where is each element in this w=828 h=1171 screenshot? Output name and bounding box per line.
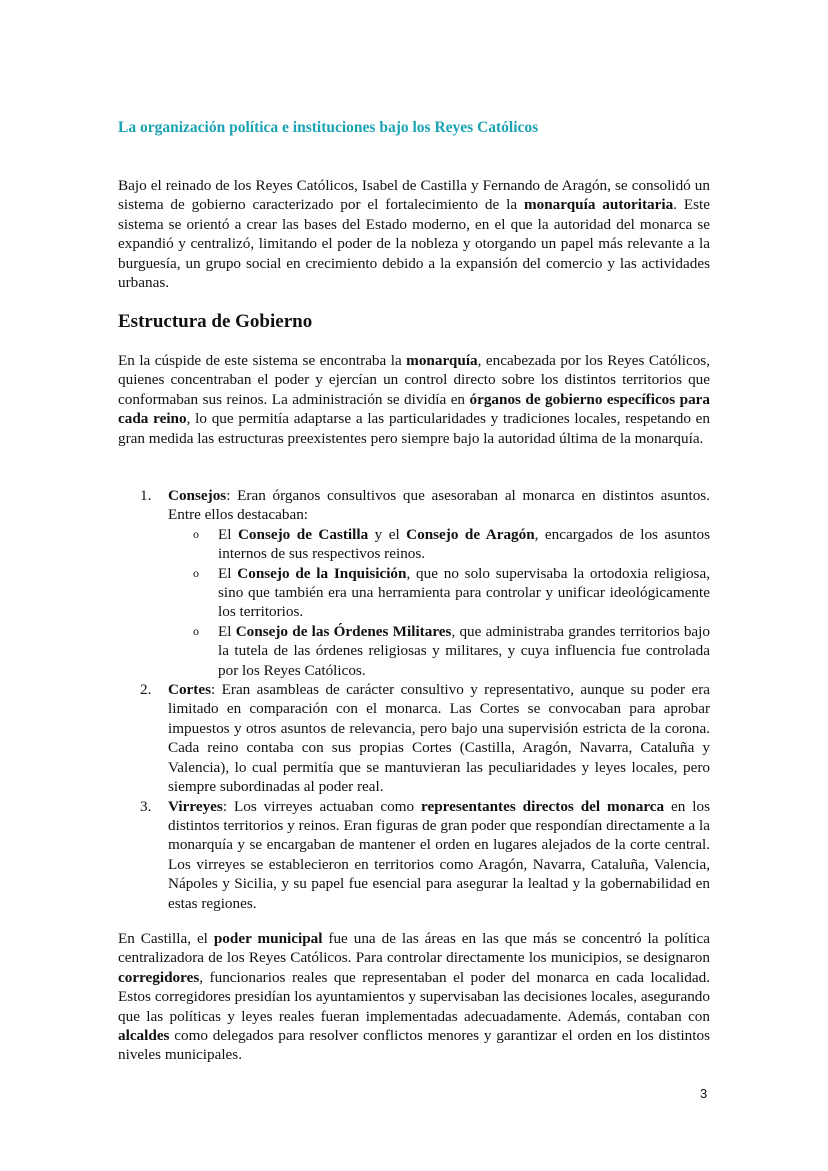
municipal-paragraph	[118, 929, 710, 1065]
sub-bold: Consejo de las Órdenes Militares	[235, 622, 452, 640]
list-item-cortes	[118, 680, 710, 796]
sub-text: El	[218, 564, 238, 582]
section-heading: Estructura de Gobierno	[118, 311, 313, 332]
municipal-bold-2: corregidores	[118, 968, 200, 986]
municipal-text-1: En Castilla, el	[118, 930, 214, 947]
sub-bold: Consejo de Aragón	[406, 525, 535, 543]
list-item-consejos	[118, 486, 710, 680]
estructura-bold-1: monarquía	[406, 352, 478, 369]
sub-text: , que no solo supervisaba la ortodoxia religiosa, sino que también era una herramienta para controlar y unificar ideológicamente los territorios.	[218, 564, 710, 621]
list-item-bold: Cortes	[168, 681, 212, 699]
sublist-item	[168, 564, 710, 622]
sub-text: El	[218, 525, 238, 543]
page-number: 3	[700, 1086, 708, 1101]
government-list	[118, 486, 710, 913]
sub-text: , que administraba grandes territorios bajo la tutela de las órdenes religiosas y militares, y cuya influencia fue controlada por los Reyes Católicos.	[218, 622, 710, 679]
intro-text-2: . Este sistema se orientó a crear las bases del Estado moderno, en el que la autoridad del monarca se expandió y centralizó, limitando el poder de la nobleza y otorgando un papel más relevante a la burguesía, un grupo social en crecimiento debido a la expansión del comercio y las actividades urbanas.	[118, 196, 710, 292]
estructura-paragraph	[118, 351, 710, 448]
list-item-bold: Consejos	[168, 487, 227, 504]
list-item-virreyes	[118, 797, 710, 913]
estructura-text-2: , encabezada por los Reyes Católicos, quienes concentraban el poder y ejercían un control directo sobre los distintos territorios que conformaban sus reinos. La administración se dividía en	[118, 352, 710, 408]
consejos-sublist	[168, 525, 710, 680]
estructura-text-3: , lo que permitía adaptarse a las particularidades y tradiciones locales, respetando en gran medida las estructuras preexistentes pero siempre bajo la autoridad última de la monarquía.	[118, 410, 710, 447]
municipal-text-2: fue una de las áreas en las que más se concentró la política centralizadora de los Reyes Católicos. Para controlar directamente los municipios, se designaron	[118, 930, 710, 967]
list-item-text: : Eran asambleas de carácter consultivo y representativo, aunque su poder era limitado en comparación con el monarca. Las Cortes se convocaban para aprobar impuestos y otros asuntos de relevancia, pero bajo una supervisión estricta de la corona. Cada reino contaba con sus propias Cortes (Castilla, Aragón, Navarra, Cataluña y Valencia), lo cual permitía que se mantuvieran las peculiaridades y leyes locales, pero siempre subordinadas al poder real.	[168, 681, 710, 796]
sublist-item	[168, 622, 710, 680]
intro-bold-monarquia: monarquía autoritaria	[523, 196, 674, 214]
list-item-text: : Los virreyes actuaban como	[222, 797, 421, 815]
intro-text-1: Bajo el reinado de los Reyes Católicos, Isabel de Castilla y Fernando de Aragón, se consolidó un sistema de gobierno caracterizado por el fortalecimiento de la	[118, 177, 710, 214]
sub-text: y el	[368, 525, 407, 543]
list-number: 3.	[140, 797, 152, 815]
municipal-text-4: como delegados para resolver conflictos menores y garantizar el orden en los distintos niveles municipales.	[118, 1027, 710, 1064]
sub-bold: Consejo de la Inquisición	[237, 564, 407, 582]
municipal-bold-1: poder municipal	[213, 930, 323, 947]
bullet-icon: o	[193, 565, 199, 580]
list-number: 2.	[140, 681, 152, 699]
sub-text: El	[218, 622, 236, 640]
list-item-text: : Eran órganos consultivos que asesoraban al monarca en distintos asuntos. Entre ellos destacaban:	[168, 487, 710, 524]
document-title: La organización política e instituciones bajo los Reyes Católicos	[118, 119, 539, 136]
intro-paragraph	[118, 176, 710, 292]
sub-text: , encargados de los asuntos internos de sus respectivos reinos.	[218, 525, 710, 563]
municipal-text-3: , funcionarios reales que representaban el poder del monarca en cada localidad. Estos corregidores presidían los ayuntamientos y supervisaban las decisiones locales, asegurando que las políticas y leyes reales fueran implementadas adecuadamente. Además, contaban con	[118, 968, 710, 1025]
list-item-bold: Virreyes	[168, 797, 223, 815]
estructura-bold-2: órganos de gobierno específicos para cada reino	[118, 390, 711, 428]
list-number: 1.	[140, 487, 152, 504]
list-item-text-2: en los distintos territorios y reinos. Eran figuras de gran poder que respondían directamente a la monarquía y se encargaban de mantener el orden en lugares alejados de la corte central. Los virreyes se establecieron en territorios como Aragón, Navarra, Cataluña, Valencia, Nápoles y Sicilia, y su papel fue esencial para asegurar la lealtad y la gobernabilidad en estas regiones.	[168, 797, 711, 912]
bullet-icon: o	[193, 526, 199, 541]
list-item-bold-2: representantes directos del monarca	[420, 797, 665, 815]
bullet-icon: o	[193, 623, 199, 638]
sublist-item	[168, 525, 710, 564]
estructura-text-1: En la cúspide de este sistema se encontraba la	[118, 352, 407, 369]
municipal-bold-3: alcaldes	[118, 1027, 170, 1045]
sub-bold: Consejo de Castilla	[237, 525, 369, 543]
